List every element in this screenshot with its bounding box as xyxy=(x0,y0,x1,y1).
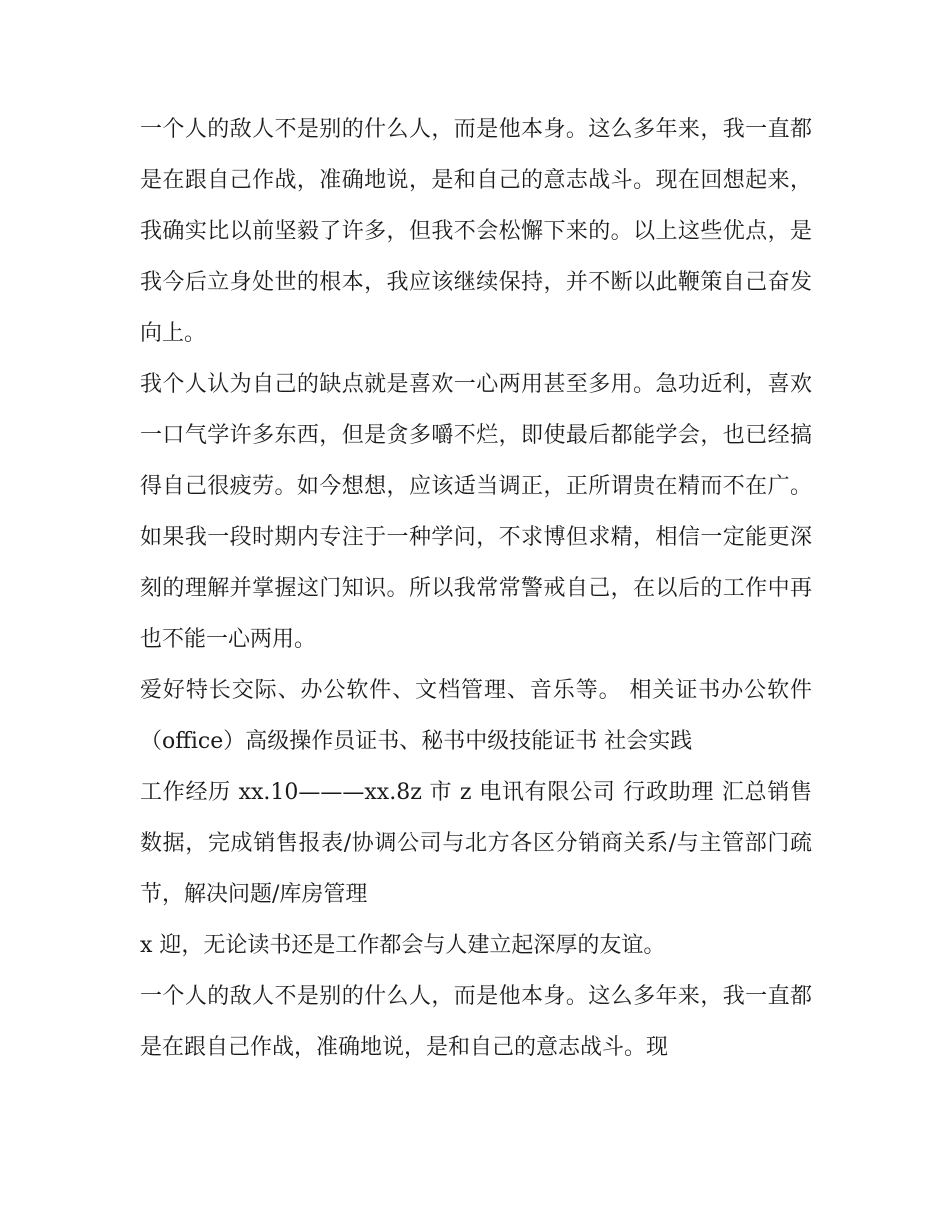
paragraph-friendship: x 迎，无论读书还是工作都会与人建立起深厚的友谊。 xyxy=(140,933,666,958)
paragraph-hobbies-certificates: 爱好特长交际、办公软件、文档管理、音乐等。 相关证书办公软件（office）高级操作员证书、秘书中级技能证书 社会实践 xyxy=(140,678,812,754)
paragraph-work-experience: 工作经历 xx.10———xx.8z 市 z 电讯有限公司 行政助理 汇总销售数据，完成销售报表/协调公司与北方各区分销商关系/与主管部门疏节，解决问题/库房管理 xyxy=(140,780,812,907)
paragraph-enemy-is-self: 一个人的敌人不是别的什么人，而是他本身。这么多年来，我一直都是在跟自己作战，准确地说，是和自己的意志战斗。现在回想起来，我确实比以前坚毅了许多，但我不会松懈下来的。以上这些优点，是我今后立身处世的根本，我应该继续保持，并不断以此鞭策自己奋发向上。 xyxy=(140,117,812,346)
paragraph-enemy-is-self-repeat: 一个人的敌人不是别的什么人，而是他本身。这么多年来，我一直都是在跟自己作战，准确地说，是和自己的意志战斗。现 xyxy=(140,984,812,1060)
paragraph-shortcomings: 我个人认为自己的缺点就是喜欢一心两用甚至多用。急功近利，喜欢一口气学许多东西，但是贪多嚼不烂，即使最后都能学会，也已经搞得自己很疲劳。如今想想，应该适当调正，正所谓贵在精而不在广。如果我一段时期内专注于一种学问，不求博但求精，相信一定能更深刻的理解并掌握这门知识。所以我常常警戒自己，在以后的工作中再也不能一心两用。 xyxy=(140,372,812,652)
document-page xyxy=(140,104,812,1073)
